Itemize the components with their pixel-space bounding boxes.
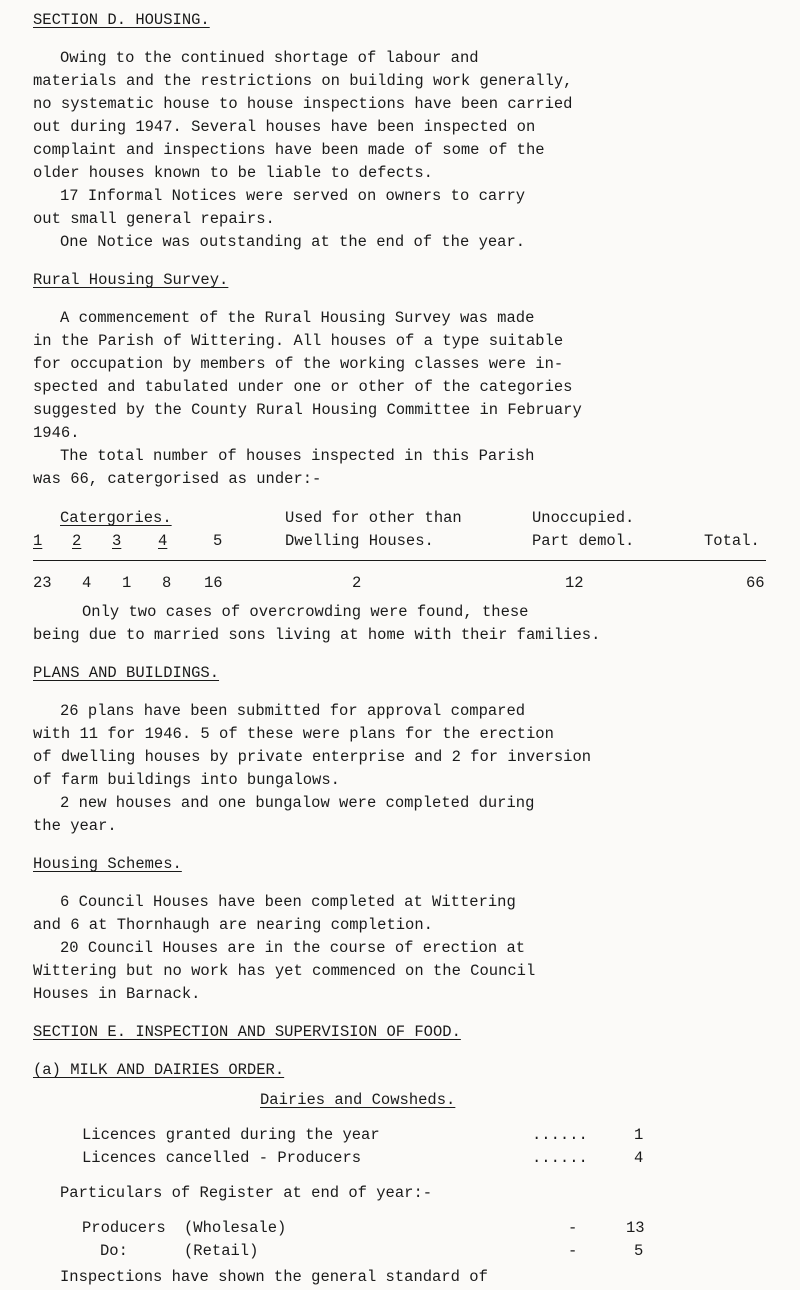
register-wholesale-type: (Wholesale) (184, 1219, 287, 1237)
register-wholesale-value: 13 (626, 1219, 645, 1237)
rural-para2-line2: was 66, catergorised as under:- (33, 470, 322, 488)
section-d-para1-line6: older houses known to be liable to defects. (33, 164, 433, 182)
licences-cancelled-value: 4 (634, 1149, 644, 1167)
table-value: 16 (204, 574, 223, 592)
table-total-label: Total. (704, 532, 760, 550)
register-producers-label: Producers (82, 1219, 166, 1237)
table-category-number: 3 (112, 532, 122, 550)
table-category-number: 5 (213, 532, 223, 550)
rural-para1-line4: spected and tabulated under one or other of the categories (33, 378, 573, 396)
table-used-other-line2: Dwelling Houses. (285, 532, 434, 550)
table-categories-label: Catergories. (60, 509, 172, 527)
plans-para2-line2: the year. (33, 817, 117, 835)
rural-para3-line2: being due to married sons living at home with their families. (33, 626, 601, 644)
rural-para1-line5: suggested by the County Rural Housing Committee in February (33, 401, 582, 419)
rural-para1-line1: A commencement of the Rural Housing Survey was made (60, 309, 535, 327)
table-category-number: 1 (33, 532, 43, 550)
section-d-para2-line2: out small general repairs. (33, 210, 275, 228)
table-value: 4 (82, 574, 92, 592)
section-d-para2-line1: 17 Informal Notices were served on owners to carry (60, 187, 526, 205)
plans-para1-line2: with 11 for 1946. 5 of these were plans for the erection (33, 725, 554, 743)
table-value: 12 (565, 574, 584, 592)
register-retail-dash: - (568, 1242, 578, 1260)
plans-para1-line3: of dwelling houses by private enterprise and 2 for inversion (33, 748, 592, 766)
section-d-para1-line5: complaint and inspections have been made of some of the (33, 141, 545, 159)
section-d-para3: One Notice was outstanding at the end of the year. (60, 233, 526, 251)
plans-para1-line1: 26 plans have been submitted for approval compared (60, 702, 526, 720)
section-d-heading: SECTION D. HOUSING. (33, 11, 210, 29)
table-total-value: 66 (746, 574, 765, 592)
schemes-para2-line1: 20 Council Houses are in the course of erection at (60, 939, 526, 957)
table-value: 8 (162, 574, 172, 592)
table-value: 2 (352, 574, 362, 592)
register-wholesale-dash: - (568, 1219, 578, 1237)
plans-para1-line4: of farm buildings into bungalows. (33, 771, 340, 789)
table-unoccupied-line2: Part demol. (532, 532, 635, 550)
licences-granted-label: Licences granted during the year (82, 1126, 380, 1144)
schemes-heading: Housing Schemes. (33, 855, 182, 873)
schemes-para2-line3: Houses in Barnack. (33, 985, 201, 1003)
rural-para1-line6: 1946. (33, 424, 80, 442)
table-category-number: 2 (72, 532, 82, 550)
section-d-para1-line3: no systematic house to house inspections have been carried (33, 95, 573, 113)
plans-heading: PLANS AND BUILDINGS. (33, 664, 220, 682)
section-d-para1-line2: materials and the restrictions on building work generally, (33, 72, 573, 90)
table-used-other-line1: Used for other than (285, 509, 462, 527)
licences-cancelled-dots: ...... (532, 1149, 588, 1167)
milk-dairies-order-heading: (a) MILK AND DAIRIES ORDER. (33, 1061, 285, 1079)
section-e-heading: SECTION E. INSPECTION AND SUPERVISION OF FOOD. (33, 1023, 461, 1041)
register-retail-value: 5 (634, 1242, 644, 1260)
register-particulars: Particulars of Register at end of year:- (60, 1184, 433, 1202)
section-d-para1-line4: out during 1947. Several houses have been inspected on (33, 118, 536, 136)
table-rule (33, 560, 766, 561)
plans-para2-line1: 2 new houses and one bungalow were completed during (60, 794, 535, 812)
licences-cancelled-label: Licences cancelled - Producers (82, 1149, 362, 1167)
rural-para3-line1: Only two cases of overcrowding were found, these (82, 603, 529, 621)
rural-para1-line3: for occupation by members of the working classes were in- (33, 355, 564, 373)
register-retail-type: (Retail) (184, 1242, 259, 1260)
rural-para2-line1: The total number of houses inspected in this Parish (60, 447, 535, 465)
table-unoccupied-line1: Unoccupied. (532, 509, 635, 527)
schemes-para1-line2: and 6 at Thornhaugh are nearing completion. (33, 916, 433, 934)
licences-granted-dots: ...... (532, 1126, 588, 1144)
section-d-para1-line1: Owing to the continued shortage of labour and (60, 49, 479, 67)
schemes-para2-line2: Wittering but no work has yet commenced on the Council (33, 962, 536, 980)
rural-para1-line2: in the Parish of Wittering. All houses of a type suitable (33, 332, 564, 350)
dairies-cowsheds-heading: Dairies and Cowsheds. (260, 1091, 456, 1109)
licences-granted-value: 1 (634, 1126, 644, 1144)
table-value: 23 (33, 574, 52, 592)
register-do-label: Do: (100, 1242, 128, 1260)
inspections-line1: Inspections have shown the general standard of (60, 1268, 488, 1286)
table-category-number: 4 (158, 532, 168, 550)
schemes-para1-line1: 6 Council Houses have been completed at Wittering (60, 893, 516, 911)
table-value: 1 (122, 574, 132, 592)
rural-survey-heading: Rural Housing Survey. (33, 271, 229, 289)
